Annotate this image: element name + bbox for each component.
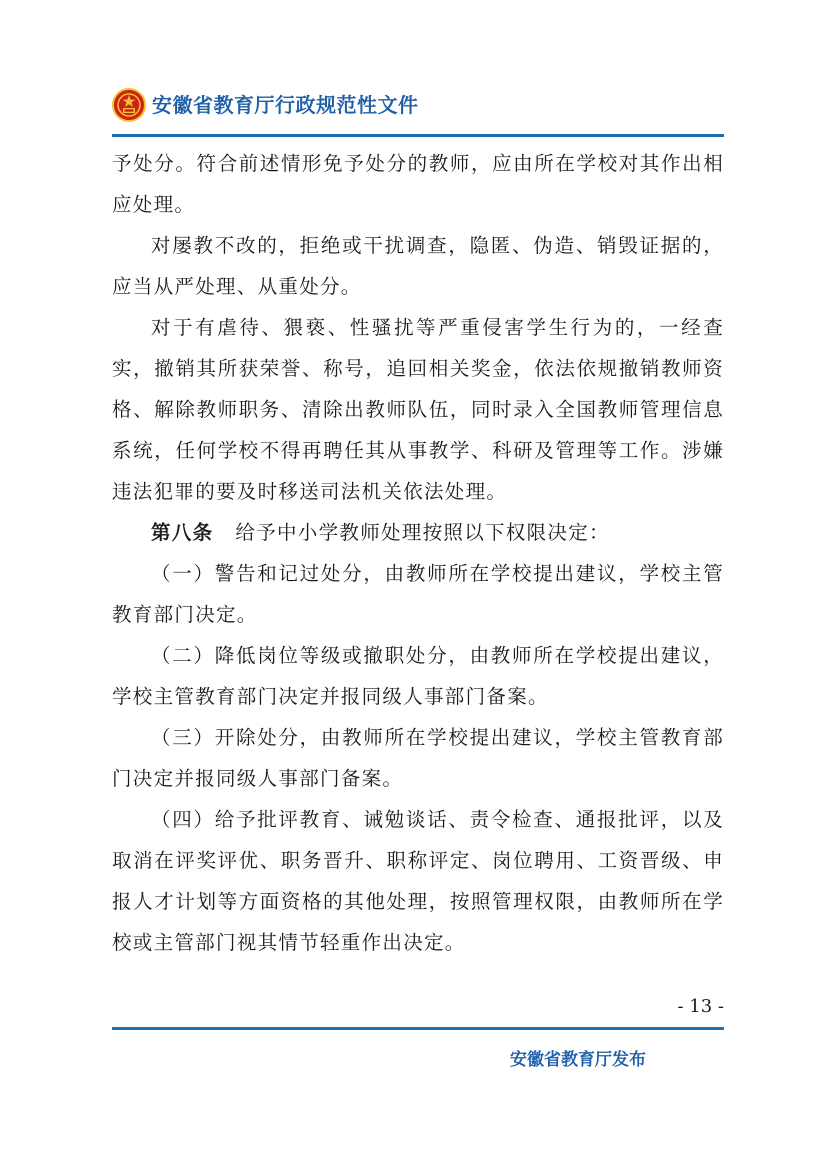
paragraph: 对于有虐待、猥亵、性骚扰等严重侵害学生行为的，一经查实，撤销其所获荣誉、称号，追回相关奖金，依法依规撤销教师资格、解除教师职务、清除出教师队伍，同时录入全国教师管理信息系统，任何学校不得再聘任其从事教学、科研及管理等工作。涉嫌违法犯罪的要及时移送司法机关依法处理。 (112, 316, 724, 503)
list-item: （三）开除处分，由教师所在学校提出建议，学校主管教育部门决定并报同级人事部门备案。 (112, 726, 724, 790)
national-emblem-icon (112, 88, 146, 122)
document-body (112, 143, 724, 963)
header-divider (112, 134, 724, 137)
paragraph-continuation: 予处分。符合前述情形免予处分的教师，应由所在学校对其作出相应处理。 (112, 152, 724, 216)
article-text: 给予中小学教师处理按照以下权限决定： (235, 521, 610, 544)
header-title: 安徽省教育厅行政规范性文件 (152, 93, 419, 117)
document-header (112, 84, 724, 134)
page-number: - 13 - (677, 996, 724, 1017)
list-item: （一）警告和记过处分，由教师所在学校提出建议，学校主管教育部门决定。 (112, 562, 724, 626)
list-item: （四）给予批评教育、诫勉谈话、责令检查、通报批评，以及取消在评奖评优、职务晋升、职称评定、岗位聘用、工资晋级、申报人才计划等方面资格的其他处理，按照管理权限，由教师所在学校或主管部门视其情节轻重作出决定。 (112, 808, 724, 954)
article-paragraph (112, 512, 724, 553)
publisher-label: 安徽省教育厅发布 (510, 1050, 646, 1070)
footer-divider (112, 1027, 724, 1030)
list-item: （二）降低岗位等级或撤职处分，由教师所在学校提出建议，学校主管教育部门决定并报同级人事部门备案。 (112, 644, 724, 708)
article-number: 第八条 (151, 521, 214, 544)
paragraph: 对屡教不改的，拒绝或干扰调查，隐匿、伪造、销毁证据的，应当从严处理、从重处分。 (112, 234, 724, 298)
